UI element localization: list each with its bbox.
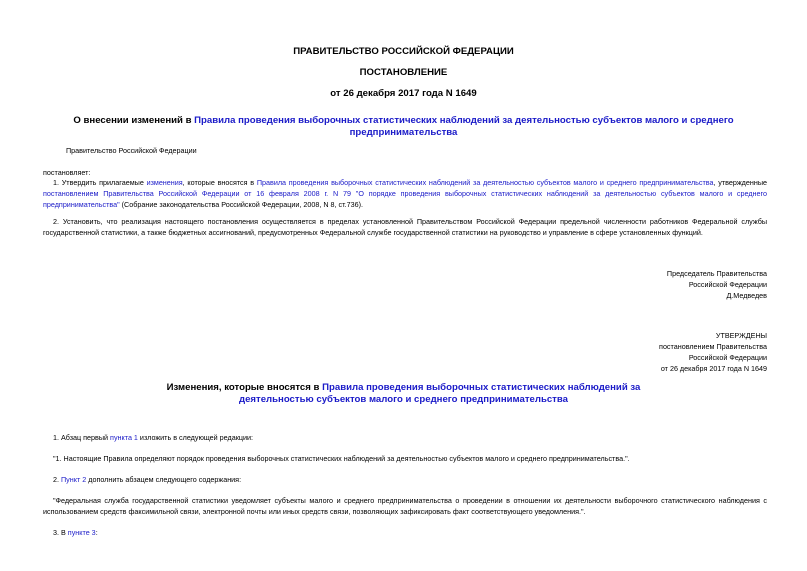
point-1-link[interactable]: пункта 1 [110, 433, 138, 442]
change-2-quote: "Федеральная служба государственной статистики уведомляет субъекты малого и среднего предпринимательства о проведении в отношении их деятельности выборочного статистического наблюдения с использованием средств факсимильной связи, электронной почты или иных средств связи, позволяющих зафиксировать факт соответствующего уведомления.". [43, 496, 767, 516]
paragraph-1 [43, 177, 767, 210]
approved-line-3: Российской Федерации [688, 353, 767, 362]
change-1-text-a: 1. Абзац первый [53, 433, 111, 442]
changes-title-link[interactable]: Правила проведения выборочных статистических наблюдений за деятельностью субъектов малого и среднего предпринимательства [238, 382, 641, 405]
approved-date: от 26 декабря 2017 года N 1649 [660, 364, 767, 373]
intro-text: Правительство Российской Федерации [66, 146, 197, 155]
approved-line-2: постановлением Правительства [659, 342, 767, 351]
change-3 [53, 527, 98, 538]
changes-link[interactable]: изменения [146, 178, 183, 187]
point-3-link[interactable]: пункте 3 [67, 528, 96, 537]
document-date: от 26 декабря 2017 года N 1649 [330, 88, 477, 99]
change-1 [53, 432, 253, 443]
changes-title [140, 382, 667, 406]
resolution-link[interactable]: постановлением Правительства Российской Федерации от 16 февраля 2008 г. N 79 "О порядке проведения выборочных статистических наблюдений за деятельностью субъектов малого и среднего предпринимательства" [43, 189, 767, 209]
signature-name: Д.Медведев [726, 291, 767, 300]
government-heading: ПРАВИТЕЛЬСТВО РОССИЙСКОЙ ФЕДЕРАЦИИ [293, 46, 514, 57]
paragraph-1-text-d: (Собрание законодательства Российской Федерации, 2008, N 8, ст.736). [119, 200, 364, 209]
point-2-link[interactable]: Пункт 2 [61, 475, 87, 484]
document-type: ПОСТАНОВЛЕНИЕ [359, 67, 448, 78]
title-link[interactable]: Правила проведения выборочных статистических наблюдений за деятельностью субъектов малого и среднего предпринимательства [194, 115, 734, 138]
change-3-text-b: : [95, 528, 98, 537]
rules-link[interactable]: Правила проведения выборочных статистических наблюдений за деятельностью субъектов малого и среднего предпринимательства [256, 178, 714, 187]
changes-title-prefix: Изменения, которые вносятся в [166, 382, 323, 393]
document-title [20, 115, 787, 139]
signature-title: Председатель Правительства [666, 269, 767, 278]
paragraph-1-text-b: , которые вносятся в [182, 178, 257, 187]
change-1-quote: "1. Настоящие Правила определяют порядок проведения выборочных статистических наблюдений за деятельностью субъектов малого и среднего предпринимательства.". [53, 454, 630, 463]
paragraph-1-text-a: 1. Утвердить прилагаемые [53, 178, 147, 187]
approved-heading: УТВЕРЖДЕНЫ [715, 331, 767, 340]
signature-country: Российской Федерации [688, 280, 767, 289]
change-2-text-a: 2. [53, 475, 61, 484]
change-2-text-b: дополнить абзацем следующего содержания: [86, 475, 242, 484]
resolves-text: постановляет: [43, 168, 91, 177]
paragraph-2: 2. Установить, что реализация настоящего постановления осуществляется в пределах установленной Правительством Российской Федерации предельной численности работников Федеральной службы государственной статистики, а также бюджетных ассигнований, предусмотренных Федеральной службе государственной статистики на руководство и управление в сфере установленных функций. [43, 217, 767, 237]
change-1-text-b: изложить в следующей редакции: [137, 433, 253, 442]
title-prefix: О внесении изменений в [73, 115, 195, 126]
change-2 [53, 474, 241, 485]
paragraph-1-text-c: , утвержденные [713, 178, 767, 187]
change-3-text-a: 3. В [53, 528, 68, 537]
